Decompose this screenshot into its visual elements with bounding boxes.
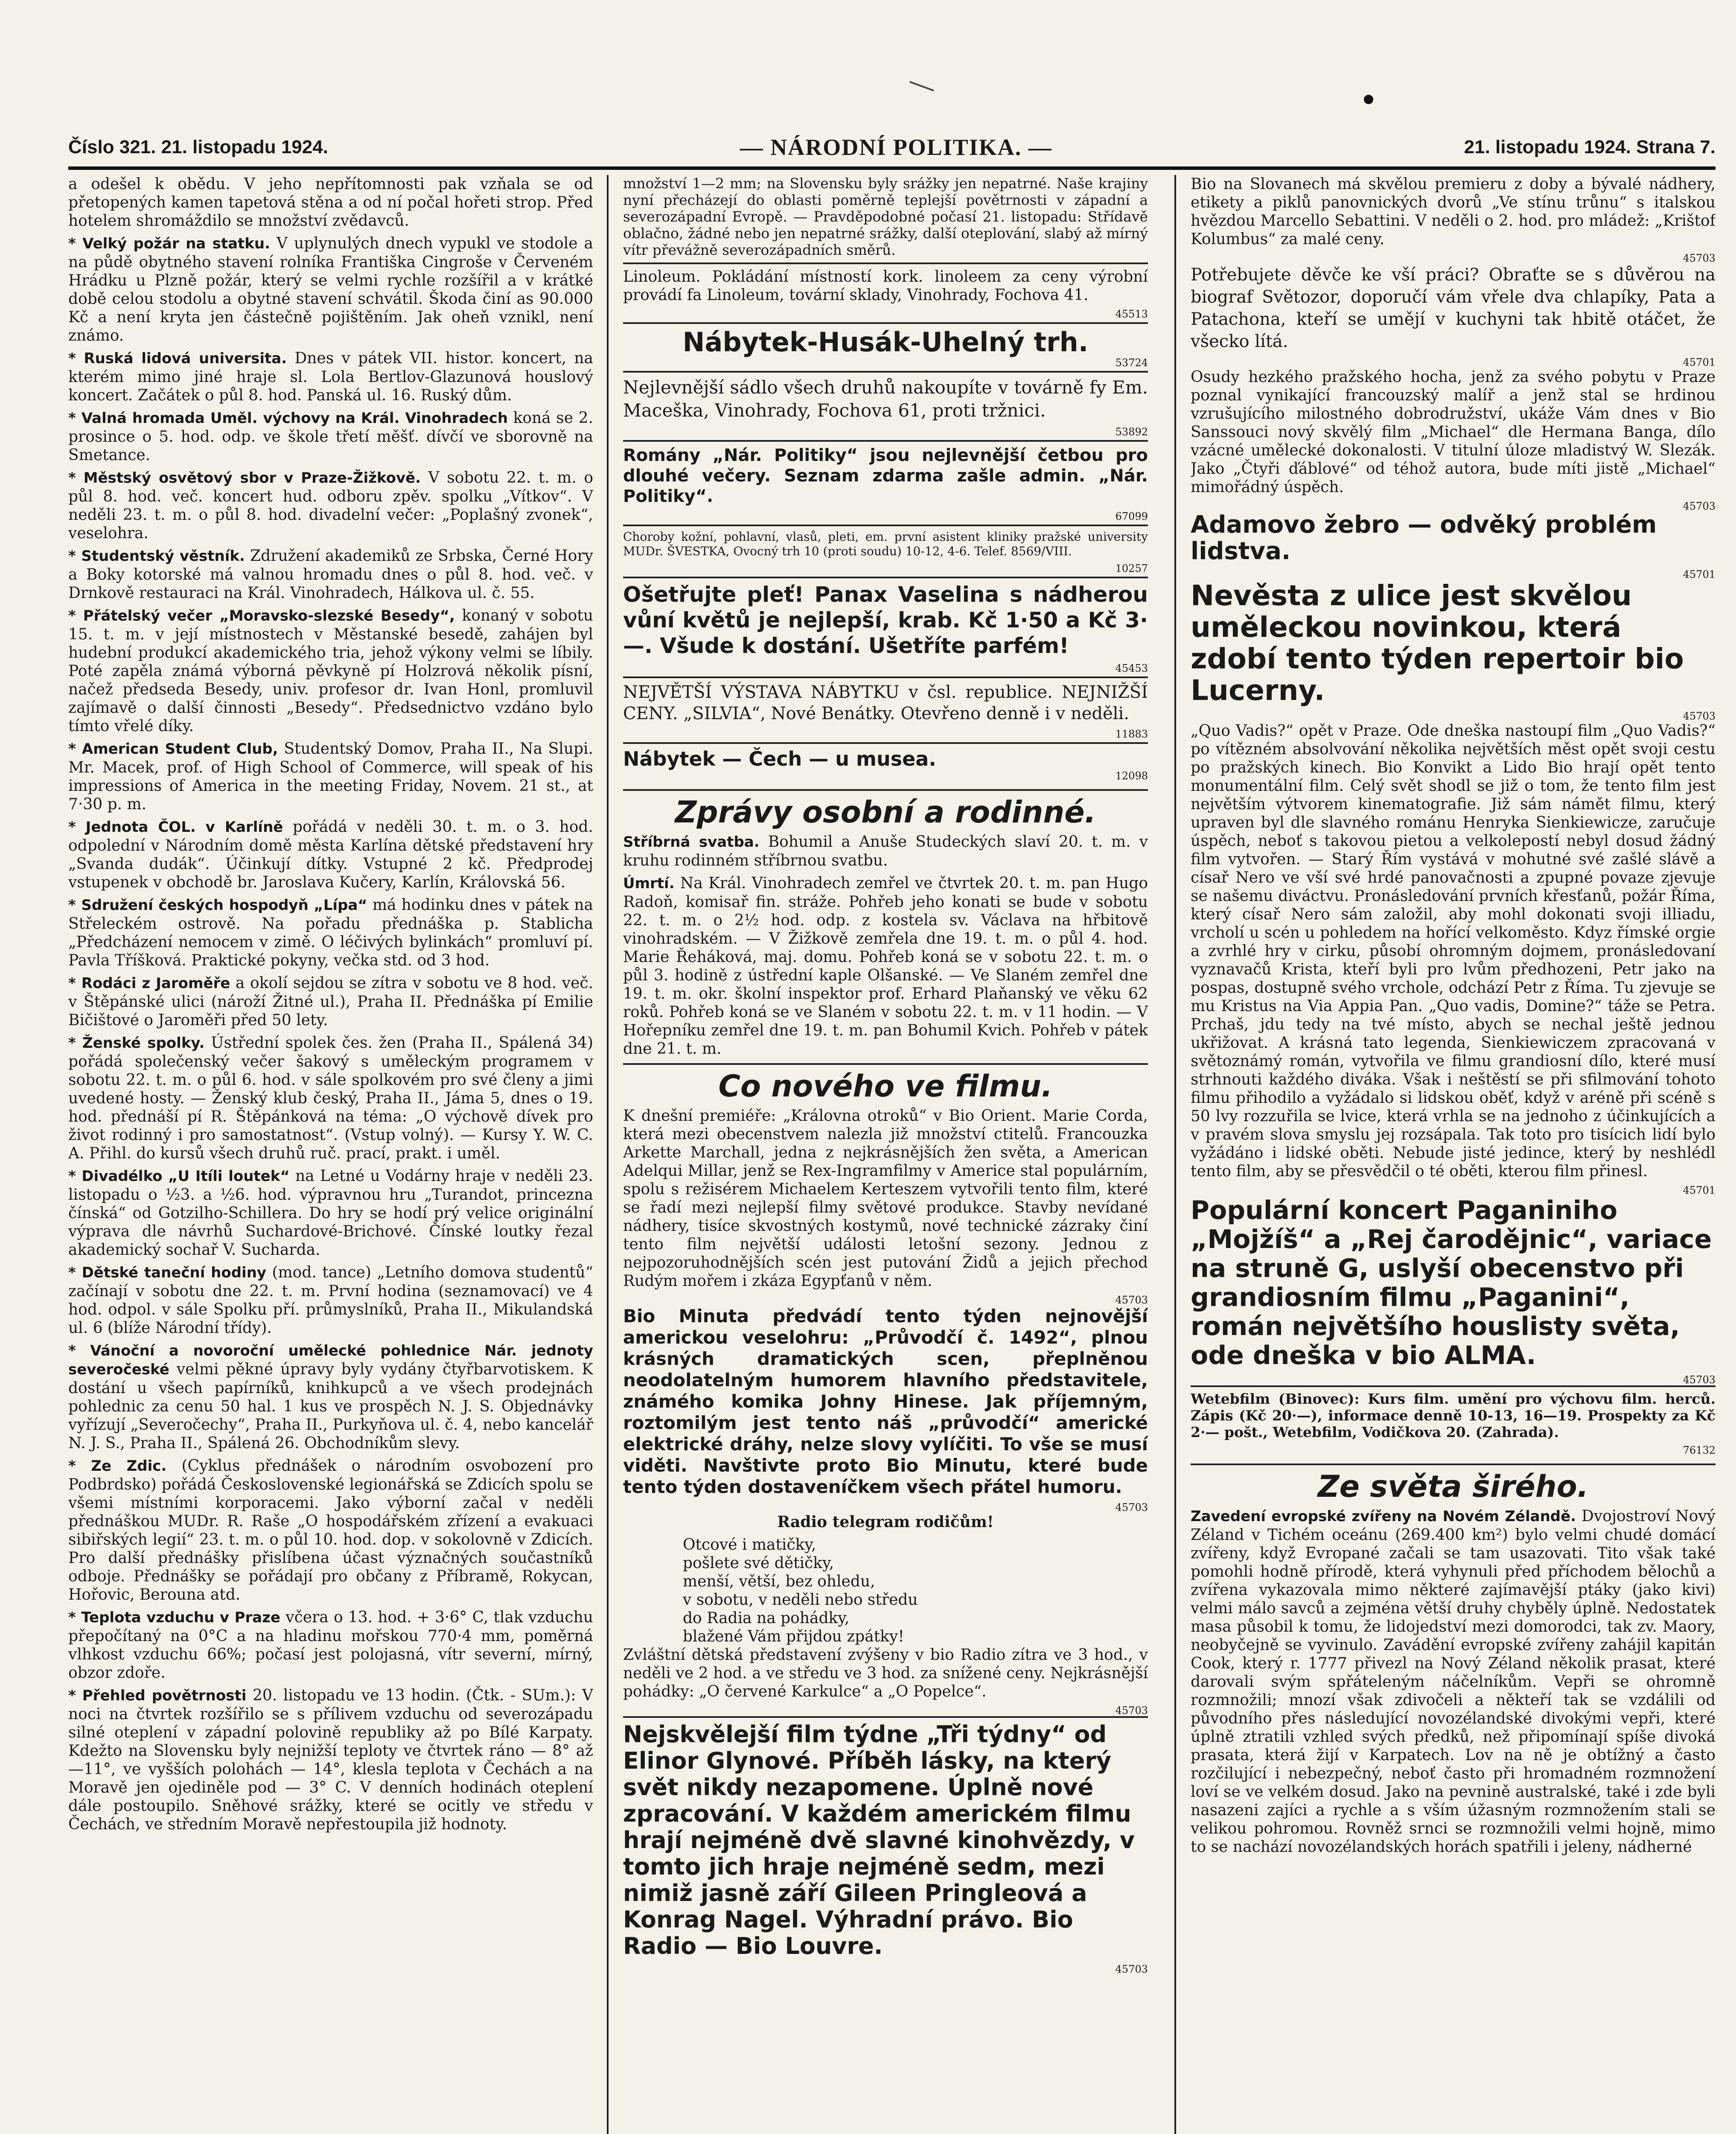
notice-text: velmi pěkné úpravy byly vydány čtyřbarvotiskem. K dostání u všech papírníků, knihkupců a ve všech prodejnách pohlednic za cenu 50 hal. 1 kus ve prospěch N. J. S. Objednávky vyřízují „Severočechy“, Praha II., Purkyňova ul. č. 4, nebo kancelář N. J. S., Praha II., Spálená 26. Obchodníkům slevy.: [68, 1361, 593, 1452]
film-svetozor: Potřebujete děvče ke vší práci? Obraťte se s důvěrou na biograf Světozor, doporučí vám vřele dva chlapíky, Pata a Patachona, kteří se umějí v kuchyni tak hbitě otáčet, že všecko lítá.: [1191, 265, 1716, 351]
notice-text: V uplynulých dnech vypukl ve stodole a na půdě obytného stavení rolníka Františka Cingroše v Červeném Hrádku u Plzně požár, který se velmi rychle rozšířil a v krátké době celou stodolu a obytné stavení schvátil. Škoda činí as 90.000 Kč a není kryta jen částečně pojištěním. Jak oheň vznikl, není známo.: [68, 235, 593, 344]
notice-text: a odešel k obědu. V jeho nepřítomnosti pak vzňala se od přetopených kamen tapetová stěna a od ní počal hořeti strop. Před hotelem shromáždilo se množství zvědavců.: [68, 175, 593, 230]
ad-code: 53724: [1115, 357, 1148, 369]
ad-code: 45513: [1115, 308, 1148, 320]
notice-paragraph: [68, 974, 593, 1029]
ad-romany-text: Romány „Nár. Politiky“ jsou nejlevnější četbou pro dlouhé večery. Seznam zdarma zašle admin. „Nár. Politiky“.: [623, 446, 1148, 506]
ad-code: 45703: [1115, 1501, 1148, 1513]
notice-text: Dnes v pátek VII. histor. koncert, na kterém mimo jiné hraje sl. Lola Bertlov-Glazunová houslový koncert. Začátek o půl 8. hod. Panská ul. 16. Ruský dům.: [68, 350, 593, 404]
notice-lead: * Studentský věstník.: [68, 548, 245, 565]
notice-text: pořádá v neděli 30. t. m. o 3. hod. odpolední v Národním domě města Karlína dětské představení hry „Svanda dudák“. Účinkují dítky. Vstupné 2 kč. Předprodej vstupenek v obchodě br. Jaroslava Kučery, Karlín, Královská 56.: [68, 818, 593, 891]
ad-linoleum-text: Linoleum. Pokládání místností kork. linoleem za ceny výrobní provádí fa Linoleum, tovární sklady, Vinohrady, Fochova 41.: [623, 268, 1148, 304]
ad-louvre-text: Nejskvělejší film týdne „Tři týdny“ od Elinor Glynové. Příběh lásky, na který svět nikdy nezapomene. Úplně nové zpracování. V každém americkém filmu hrají nejméně dvě slavné kinohvězdy, v tomto jich hraje nejméně sedm, mezi nimiž jasně září Gileen Pringleová a Konrag Nagel. Výhradní právo. Bio Radio — Bio Louvre.: [623, 1721, 1135, 1959]
ad-husak-text: Nábytek-Husák-Uhelný trh.: [682, 327, 1089, 358]
weather-continued: množství 1—2 mm; na Slovensku byly srážky jen nepatrné. Naše krajiny nyní přecházejí do oblasti poměrně teplejší povětrnosti v západní a severozápadní Evropě. — Pravděpodobné počasí 21. listopadu: Střídavě oblačno, žádné nebo jen nepatrné srážky, další oteplování, slabý až mírný vítr převážně severozápadních směrů.: [623, 175, 1148, 258]
notice-paragraph: [68, 1167, 593, 1259]
poem-line: menší, větší, bez ohledu,: [683, 1573, 875, 1590]
notice-text: konaný v sobotu 15. t. m. v její místnostech v Městanské besedě, zahájen byl hudební produkcí akademického tria, jehož výkony velmi se líbily. Poté zapěla známá výborná pěvkyně pí Holzrová několik písní, načež předseda Besedy, univ. profesor dr. Ivan Honl, promluvil zajímavě o další činnosti „Besedy“. Předsednictvo vzdáno bylo tímto vřelé díky.: [68, 607, 593, 735]
notice-lead: * Ruská lidová universita.: [68, 350, 287, 367]
notice-lead: * Velký požár na statku.: [68, 235, 271, 252]
page-number: 21. listopadu 1924. Strana 7.: [1464, 137, 1716, 157]
ad-wetebfilm: [1191, 1385, 1716, 1458]
notice-lead: * Jednota ČOL. v Karlíně: [68, 819, 283, 836]
section-heading-personal: Zprávy osobní a rodinné.: [623, 789, 1148, 829]
notice-lead: * Dětské taneční hodiny: [68, 1264, 267, 1281]
ad-code: 45703: [1683, 500, 1716, 512]
notice-lead: * Valná hromada Uměl. výchovy na Král. Vinohradech: [68, 410, 508, 427]
ad-code: 11883: [1115, 728, 1148, 740]
ad-linoleum: [623, 262, 1148, 322]
ad-code: 45703: [1115, 1963, 1148, 1975]
ad-choroby: [623, 525, 1148, 577]
newspaper-page: [68, 128, 1716, 2134]
ad-husak: [623, 322, 1148, 371]
ad-code: 10257: [1115, 563, 1148, 574]
ad-sadlo-text: Nejlevnější sádlo všech druhů nakoupíte v továrně fy Em. Maceška, Vinohrady, Fochova 61, proti tržnici.: [623, 377, 1148, 421]
page-header: [68, 128, 1716, 170]
notice-lead: * Ženské spolky.: [68, 1035, 205, 1052]
ad-code: 53892: [1115, 426, 1148, 438]
notice-text: Združení akademiků ze Srbska, Černé Hory a Boky kotorské má valnou hromadu dnes o půl 8. hod. več. v Drnkově restauraci na Král. Vinohradech, Hálkova ul. č. 55.: [68, 547, 593, 602]
ad-choroby-text: Choroby kožní, pohlavní, vlasů, pleti, em. první asistent kliniky pražské university MUDr. ŠVESTKA, Ovocný trh 10 (proti soudu) 10-12, 4-6. Telef. 8569/VIII.: [623, 530, 1148, 558]
notice-text: má hodinku dnes v pátek na Střeleckém ostrově. Na pořadu přednáška p. Stablicha „Předcházení nemocem v zimě. O léčivých bylinkách“ promluví pí. Pavla Tříšková. Praktické pokyny, večka std. od 3 hod.: [68, 896, 593, 969]
notice-lead: * Ze Zdic.: [68, 1458, 167, 1475]
ad-silvia: [623, 676, 1148, 742]
notice-lead: * Městský osvětový sbor v Praze-Žižkově.: [68, 469, 421, 487]
notice-text: na Letné u Vodárny hraje v neděli 23. listopadu o ½3. a ½6. hod. výpravnou hru „Turandot, princezna čínská“ od Gotzilho-Schillera. Do hry se hodí prý velice originální výprava dle návrhů Suchardové-Brichové. Čínské loutky řezal akademický sochař V. Sucharda.: [68, 1167, 593, 1259]
ad-code: 45703: [1115, 1294, 1148, 1306]
poem-line: Otcové i matičky,: [683, 1536, 816, 1554]
personal-item: [623, 833, 1148, 870]
notice-lead: * Rodáci z Jaroměře: [68, 975, 230, 992]
poem-line: v sobotu, v neděli nebo středu: [683, 1591, 918, 1609]
film-adam: Adamovo žebro — odvěký problém lidstva.: [1191, 511, 1657, 565]
notice-paragraph: [68, 469, 593, 542]
ad-code: 76132: [1683, 1444, 1716, 1456]
notice-paragraph: [68, 409, 593, 464]
notice-lead: * Divadélko „U Itíli loutek“: [68, 1168, 290, 1185]
notice-paragraph: [68, 1263, 593, 1337]
poem-line: do Radia na pohádky,: [683, 1609, 850, 1627]
issue-number: Číslo 321. 21. listopadu 1924.: [68, 137, 328, 157]
notice-lead: * American Student Club,: [68, 740, 278, 758]
column-3: [1191, 175, 1716, 2134]
world-article: [1191, 1507, 1716, 1856]
notice-lead: * Vánoční a novoroční umělecké pohlednice Nár. jednoty severočeské: [68, 1342, 593, 1378]
notice-paragraph: [68, 740, 593, 813]
print-scratch: [909, 81, 934, 91]
section-heading-world: Ze světa širého.: [1191, 1463, 1716, 1504]
notice-paragraph: [68, 234, 593, 345]
ad-code: 45703: [1683, 1374, 1716, 1386]
ad-panax-text: Ošetřujte pleť! Panax Vaselina s nádherou vůní květů je nejlepší, krab. Kč 1·50 a Kč 3·—. Všude k dostání. Ušetříte parfém!: [623, 582, 1148, 658]
ad-code: 12098: [1115, 770, 1148, 782]
column-1: [68, 175, 593, 2134]
personal-text: Na Král. Vinohradech zemřel ve čtvrtek 20. t. m. pan Hugo Radoň, komisař fin. stráže. Pohřeb jeho konati se bude v sobotu 22. t. m. o 2½ hod. odp. z kostela sv. Václava na hřbitově vinohradském. — V Žižkově zemřela dne 19. t. m. o půl 4. hod. Marie Řeháková, maj. domu. Pohřeb koná se v sobotu 22. t. m. o půl 3. hodině z ústřední kaple Olšanské. — Ve Slaném zemřel dne 19. t. m. okr. školní inspektor prof. Erhard Plaňanský ve věku 62 roků. Pohřeb koná se ve Slaném v sobotu 22. t. m. v 11 hodin. — V Hořepníku zemřel dne 19. t. m. pan Bohumil Kvich. Pohřeb v pátek dne 21. t. m.: [623, 875, 1148, 1058]
ad-code: 45701: [1683, 1184, 1716, 1196]
film-quovadis: „Quo Vadis?“ opět v Praze. Ode dneška nastoupí film „Quo Vadis?“ po vítězném absolvování několika největších měst opět svoji cestu po pražských kinech. Bio Konvikt a Lido Bio hrají opět tento monumentální film. Celý svět shodl se již o tom, že tento film jest největším výtvorem kinematografie. Již sám námět filmu, který upraven byl dle slavného románu Henryka Sienkiewicze, zaručuje úspěch, neboť s takovou pietou a velkolepostí nebyl dosud žádný film vytvořen. — Starý Řím vystává v mohutné své zašlé slávě a císař Nero ve vší své hrdé panovačnosti a zpupné povaze zjevuje se našemu diváctvu. Pronásledování prvních křesťanů, požár Říma, který císař Nero sám založil, aby mohl dokonati svoji illiadu, vrcholí u scén u pohledem na hořící velkoměsto. Kdyz římské orgie a zvrhlé hry v cirku, působí ohromným dojmem, pronásledovaní vyznavačů Krista, kteří byli pro lvům předhozeni, Petr jako na pospas, dostupně svého vrchole, odchází Petr z Říma. Tu zjevuje se mu Kristus na Via Appia Pan. „Quo vadis, Domine?“ táže se Petra. Prchaš, jdu tedy na tvé místo, abych se nechal ještě jednou ukřižovat. A krásná tato legenda, Sienkiewiczem zpracovaná v světoznámý román, vytvořila ve filmu grandiosní dílo, které musí strhnouti každého diváka. Však i neštěstí se při sfilmování tohoto filmu přihodilo a vyžádalo si lidskou oběť, když v aréně při scéně s 50 lvy rozzuřila se lvice, která vrhla se na jednoho z účinkujících a v pravém slova smyslu jej rozsápala. Tak toto pro tisícich lidí bylo vyžádáno i lidské oběti. Nebude jisté jedince, který by neshlédl tento film, aby se přesvědčil o té oběti, kterou film přinesl.: [1191, 722, 1716, 1180]
column-rule: [607, 175, 609, 2134]
film-slovan: Bio na Slovanech má skvělou premieru z doby a bývalé nádhery, etikety a piklů panovnických dvorů „Ve stínu trůnu“ s italskou hvězdou Marcello Sebattini. V neděli o 2. hod. pro mládež: „Krištof Kolumbus“ za malé ceny.: [1191, 175, 1716, 248]
poem-line: blažené Vám přijdou zpátky!: [683, 1628, 904, 1645]
film-nevesta: Nevěsta z ulice jest skvělou uměleckou novinkou, která zdobí tento týden repertoir bio Lucerny.: [1191, 579, 1684, 707]
notice-paragraph: [68, 818, 593, 892]
ad-wetebfilm-text: Wetebfilm (Binovec): Kurs film. umění pro výchovu film. herců. Zápis (Kč 20·—), informace denně 10-13, 16—19. Prospekty za Kč 2·— pošt., Wetebfilm, Vodičkova 20. (Zahrada).: [1191, 1391, 1716, 1440]
column-rule: [1174, 175, 1176, 2134]
film-premiere: K dnešní premiéře: „Královna otroků“ v Bio Orient. Marie Corda, která mezi obecenstvem nalezla již množství ctitelů. Francouzka Arkette Marchall, jedna z nejkrásnějších žen světa, a American Adelqui Millar, jenž se Rex-Ingramfilmy v Americe stal populárním, spolu s režisérem Michaelem Kerteszem vytvořili tento film, které se řadí mezi nejlepší filmy světové produkce. Stavby nevídané nádhery, tisíce skvostných kostymů, nové technické zázraky činí tento film největší události letošní sezony. Jednou z nejpozoruhodnějších scén jest putování Židů a jejich přechod Rudým mořem i zkáza Egypťanů v něm.: [623, 1107, 1148, 1290]
personal-lead: Úmrtí.: [623, 875, 675, 892]
notice-paragraph: [68, 1686, 593, 1834]
film-bio-minuta: Bio Minuta předvádí tento týden nejnovější americkou veselohru: „Průvodčí č. 1492“, plnou krásných dramatických scen, přeplněnou neodolatelným humorem hlavního představitele, známého komika Johny Hinese. Jak příjemným, roztomilým jest tento náš „průvodčí“ americké elektrické dráhy, nelze slovy vylíčiti. To vše se musí viděti. Navštivte proto Bio Minutu, které bude tento týden dostaveníčkem všech přátel humoru.: [623, 1306, 1148, 1497]
notice-text: 20. listopadu ve 13 hodin. (Čtk. - SUm.): V noci na čtvrtek rozšířilo se s přílivem vzduchu od severozápadu silné oteplení v západní polovině republiky až po Bílé Karpaty. Kdežto na Slovensku byly nejnižší teploty ve čtvrtek ráno — 8° až —11°, ve vyšších polohách — 14°, klesla teplota v Čechách a na Moravě jen ojediněle pod — 3° C. V denních hodinách oteplení dále postoupilo. Sněhové srážky, které se ocitly ve středu v Čechách, ve středním Moravě nepřestoupila již hodnoty.: [68, 1687, 593, 1833]
notice-text: koná se 2. prosince o 5. hod. odp. ve škole třetí měšť. dívčí ve sborovně na Smetance.: [68, 409, 593, 464]
notice-paragraph: [68, 1341, 593, 1452]
ad-code: 45703: [1683, 252, 1716, 264]
personal-text: Bohumil a Anuše Studeckých slaví 20. t. m. v kruhu rodinném stříbrnou svatbu.: [623, 833, 1148, 869]
notice-paragraph: [68, 349, 593, 405]
notice-paragraph: [68, 547, 593, 602]
personal-lead: Stříbrná svatba.: [623, 834, 760, 851]
notice-lead: * Přátelský večer „Moravsko-slezské Besedy“,: [68, 607, 455, 624]
poem-line: pošlete své dětičky,: [683, 1554, 834, 1572]
masthead-title: — NÁRODNÍ POLITIKA. —: [740, 134, 1052, 160]
ad-panax: [623, 577, 1148, 676]
notice-lead: * Přehled povětrnosti: [68, 1687, 247, 1704]
personal-item: [623, 874, 1148, 1058]
radio-text: Zvláštní dětská představení zvýšeny v bio Radio zítra ve 3 hod., v neděli ve 2 hod. a ve středu ve 3 hod. za snížené ceny. Nejkrásnější pohádky: „O červené Karkulce“ a „O Popelce“.: [623, 1646, 1148, 1700]
ad-code: 67099: [1115, 510, 1148, 522]
world-lead: Zavedení evropské zvířeny na Novém Zélandě.: [1191, 1508, 1576, 1525]
ad-code: 45701: [1683, 356, 1716, 368]
ad-sadlo: [623, 371, 1148, 440]
notice-paragraph: [68, 1034, 593, 1163]
notice-paragraph: [68, 1608, 593, 1682]
notice-text: (Cyklus přednášek o národním osvobození pro Podbrdsko) pořádá Československé legionářská se Zdicích spolu se všemi místními korporacemi. Jako výborní začal v neděli přednáškou MUDr. R. Raše „O hospodářském zřízení a evakuaci sibiřských legií“ 23. t. m. o půl 10. hod. dop. v sokolovně v Zdicích. Pro další přednášky přislíbena účast význačných součastníků odboje. Přednášky se pořádají pro občany z Příbramě, Rokycan, Hořovic, Berouna atd.: [68, 1457, 593, 1603]
radio-poem: [623, 1536, 1148, 1646]
world-text: Dvojostroví Nový Zéland v Tichém oceánu (269.400 km²) bylo velmi chudé domácí zvířeny, když Evropané začali se tam usazovati. Tito však také pomohli hodně přírodě, která vyhynuli před příchodem bělochů a zvířena vykazovala mimo některé zajímavější ptáky (jako kivi) velmi málo savců a zejména větší druhy chyběly úplně. Nedostatek masa působil k tomu, že lidojedství mezi domorodci, tak zv. Maory, neobyčejně se vyvinulo. Zavádění evropské zvířeny zahájil kapitán Cook, který r. 1777 přivezl na Nový Zéland několik prasat, které darovali svým spřáteleným náčelníkům. Vepři se ohromně rozmnožili; mnozí však zdivočeli a někteří tak se vzdálili od původního přes následující novozélandské divokými vepři, které úplně ztratili vzhled svých předků, než připomínají spíše divoká prasata, která žijí v Karpatech. Lov na ně je obtížný a často rozčilující i nebezpečný, neboť často při hromadném rozmnožení loví se ve velkém dosud. Jako na pevnině australské, také i zde byli nasazeni zajíci a rychle a s vším úžasným rozmnožením stali se velikou pohromou. Rovněž srnci se rozmnožili velmi hojně, mimo to se nachází novozélandských horách spatřili i jeleny, nádherné: [1191, 1507, 1716, 1856]
print-speck: [1364, 95, 1373, 104]
notice-lead: * Sdružení českých hospodyň „Lípa“: [68, 897, 367, 914]
film-paganini: Populární koncert Paganiniho „Mojžíš“ a „Rej čarodějnic“, variace na struně G, uslyší obecenstvo při grandiosním filmu „Paganini“, román největšího houslisty světa, ode dneška v bio ALMA.: [1191, 1195, 1712, 1370]
ad-code: 45453: [1115, 662, 1148, 674]
notice-text: V sobotu 22. t. m. o půl 8. hod. več. koncert hud. odboru zpěv. spolku „Vítkov“. V neděli 23. t. m. o půl 8. hod. divadelní večer: „Poplašný zvonek“, veselohra.: [68, 469, 593, 542]
ad-code: 45703: [1115, 1705, 1148, 1717]
ad-romany: [623, 440, 1148, 525]
notice-paragraph: [68, 1457, 593, 1604]
notice-text: včera o 13. hod. + 3·6° C, tlak vzduchu přepočítaný na 0°C a na hladinu mořskou 770·4 mm, poměrná vlhkost vzduchu 66%; počasí jest polojasná, vítr severní, mírný, obzor zdoře.: [68, 1609, 593, 1682]
notice-paragraph: [68, 175, 593, 230]
notice-paragraph: [68, 606, 593, 735]
ad-code: 45701: [1683, 568, 1716, 580]
notice-text: (mod. tance) „Letního domova studentů“ začínají v sobotu dne 22. t. m. První hodina (seznamovací) ve 4 hod. odpol. v sále Spolku pří. průmyslníků, Praha II., Mikulandská ul. 6 (blíže Národní třídy).: [68, 1264, 593, 1337]
ad-louvre: [623, 1716, 1148, 1977]
radio-title: Radio telegram rodičům!: [777, 1513, 994, 1531]
ad-silvia-text: NEJVĚTŠÍ VÝSTAVA NÁBYTKU v čsl. republice. NEJNIŽŠÍ CENY. „SILVIA“, Nové Benátky. Otevřeno denně i v neděli.: [623, 682, 1148, 723]
section-heading-film: Co nového ve filmu.: [623, 1063, 1148, 1103]
ad-cech: [623, 742, 1148, 784]
notice-text: Ústřední spolek čes. žen (Praha II., Spálená 34) pořádá společenský večer šakový s uměleckým programem v sobotu 22. t. m. o půl 6. hod. v sále spolkovém pro své členy a jimi uvedené hosty. — Ženský klub český, Praha II., Jáma 5, dnes o 19. hod. přednáší pí R. Štěpánková na téma: „O výchově dívek pro život rodinný i pro samostatnost“. (Vstup volný). — Kursy Y. W. C. A. Přihl. do kursů všech druhů ruč. prací, prakt. i uměl.: [68, 1034, 593, 1162]
notice-lead: * Teplota vzduchu v Praze: [68, 1609, 281, 1626]
film-osudy: Osudy hezkého pražského hocha, jenž za svého pobytu v Praze poznal vynikající francouzský malíř a jenž stal se hrdinou vzrušujícího milostného dobrodružství, ukáže Vám dnes v Bio Sanssouci nový skvělý film „Michael“ dle Hermana Banga, dílo vzácné umělecké dokonalosti. V titulní úloze mladistvý W. Slezák. Jako „Čtyři ďáblové“ od téhož autora, bude míti jistě „Michael“ mimořádný úspěch.: [1191, 368, 1716, 496]
notice-text: Studentský Domov, Praha II., Na Slupi. Mr. Macek, prof. of High School of Commerce, will speak of his impressions of America in the meeting Friday, Novem. 21 st., at 7·30 p. m.: [68, 740, 593, 813]
notice-paragraph: [68, 896, 593, 970]
ad-code: 45703: [1683, 710, 1716, 722]
notice-text: a okolí sejdou se zítra v sobotu ve 8 hod. več. v Štěpánské ulici (nároží Žitné ul.), Praha II. Přednáška pí Emilie Bičištové o Jaroměři před 50 lety.: [68, 974, 593, 1029]
ad-cech-text: Nábytek — Čech — u musea.: [623, 747, 936, 770]
column-2: [623, 175, 1148, 2134]
